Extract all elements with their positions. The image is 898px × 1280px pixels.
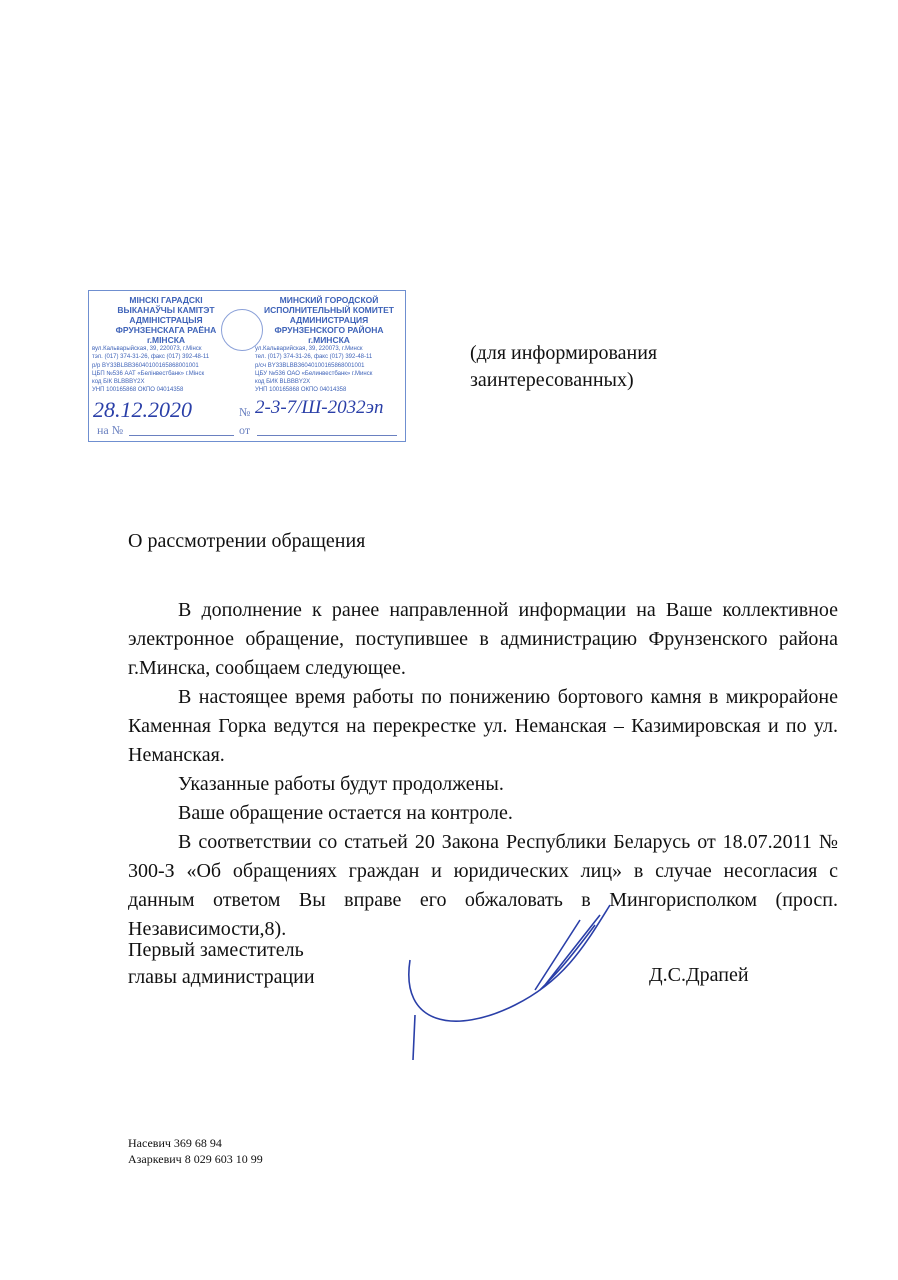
letter-body bbox=[128, 596, 838, 944]
stamp-detail: р/сч BY33BLBB36040100165868001001 bbox=[255, 362, 365, 369]
stamp-detail: ЦБУ №536 ОАО «Белинвестбанк» г.Минск bbox=[255, 370, 373, 377]
stamp-date: 28.12.2020 bbox=[93, 397, 192, 422]
executors bbox=[128, 1135, 263, 1167]
paragraph: В настоящее время работы по понижению бортового камня в микрорайоне Каменная Горка ведутся на перекрестке ул. Неманская – Казимировская и по ул. Неманская. bbox=[128, 686, 838, 766]
handwritten-signature bbox=[395, 895, 625, 1065]
letterhead-stamp bbox=[88, 290, 406, 442]
stamp-line: г.МІНСКА bbox=[146, 335, 186, 345]
addressee-line: заинтересованных) bbox=[470, 369, 634, 391]
stamp-ref-label: на № bbox=[97, 423, 124, 437]
signatory-name: Д.С.Драпей bbox=[649, 964, 749, 986]
stamp-line: АДМИНИСТРАЦИЯ bbox=[289, 315, 369, 325]
stamp-detail: тэл. (017) 374-31-26, факс (017) 392-48-11 bbox=[92, 354, 210, 361]
executor-line: Азаркевич 8 029 603 10 99 bbox=[128, 1152, 263, 1166]
stamp-belarusian bbox=[92, 295, 240, 395]
addressee bbox=[470, 340, 657, 394]
stamp-line: ФРУНЗЕНСКОГО РАЙОНА bbox=[274, 325, 384, 335]
position-line: главы администрации bbox=[128, 966, 315, 988]
signatory-position bbox=[128, 937, 315, 991]
paragraph: В дополнение к ранее направленной информации на Ваше коллективное электронное обращение, поступившее в администрацию Фрунзенского района г.Минска, сообщаем следующее. bbox=[128, 599, 838, 679]
stamp-detail: УНП 100165868 ОКПО 04014358 bbox=[92, 387, 184, 394]
stamp-line: ИСПОЛНИТЕЛЬНЫЙ КОМИТЕТ bbox=[264, 305, 394, 315]
stamp-number-label: № bbox=[239, 405, 251, 419]
stamp-line: ВЫКАНАЎЧЫ КАМІТЭТ bbox=[117, 305, 215, 315]
stamp-detail: код БИК BLBBBY2X bbox=[255, 379, 311, 386]
paragraph: В соответствии со статьей 20 Закона Республики Беларусь от 18.07.2011 № 300-З «Об обращениях граждан и юридических лиц» в случае несогласия с данным ответом Вы вправе его обжаловать в Мингорисполком (просп. Независимости,8). bbox=[128, 831, 838, 940]
addressee-line: (для информирования bbox=[470, 342, 658, 364]
subject: О рассмотрении обращения bbox=[128, 530, 366, 552]
paragraph: Ваше обращение остается на контроле. bbox=[178, 802, 513, 824]
stamp-line: МІНСКІ ГАРАДСКІ bbox=[129, 295, 203, 305]
stamp-russian bbox=[255, 295, 403, 395]
paragraph: Указанные работы будут продолжены. bbox=[178, 773, 504, 795]
stamp-detail: ул.Кальварийская, 39, 220073, г.Минск bbox=[255, 346, 363, 352]
stamp-detail: вул.Кальварыйская, 39, 220073, г.Мінск bbox=[92, 346, 202, 352]
stamp-detail: р/р BY33BLBB36040100165868001001 bbox=[92, 362, 199, 369]
stamp-detail: ЦБП №536 ААТ «Белінвестбанк» г.Мінск bbox=[92, 370, 205, 377]
executor-line: Насевич 369 68 94 bbox=[128, 1136, 222, 1150]
stamp-detail: УНП 100165868 ОКПО 04014358 bbox=[255, 387, 347, 394]
stamp-line: АДМІНІСТРАЦЫЯ bbox=[129, 315, 203, 325]
stamp-detail: код БІК BLBBBY2X bbox=[92, 379, 145, 386]
position-line: Первый заместитель bbox=[128, 939, 304, 961]
stamp-number: 2-3-7/Ш-2032эп bbox=[255, 397, 384, 418]
stamp-line: МИНСКИЙ ГОРОДСКОЙ bbox=[279, 295, 379, 305]
stamp-line: ФРУНЗЕНСКАГА РАЁНА bbox=[115, 325, 217, 335]
stamp-detail: тел. (017) 374-31-26, факс (017) 392-48-11 bbox=[255, 354, 373, 361]
stamp-line: г.МИНСКА bbox=[308, 335, 350, 345]
stamp-from-label: от bbox=[239, 423, 251, 437]
